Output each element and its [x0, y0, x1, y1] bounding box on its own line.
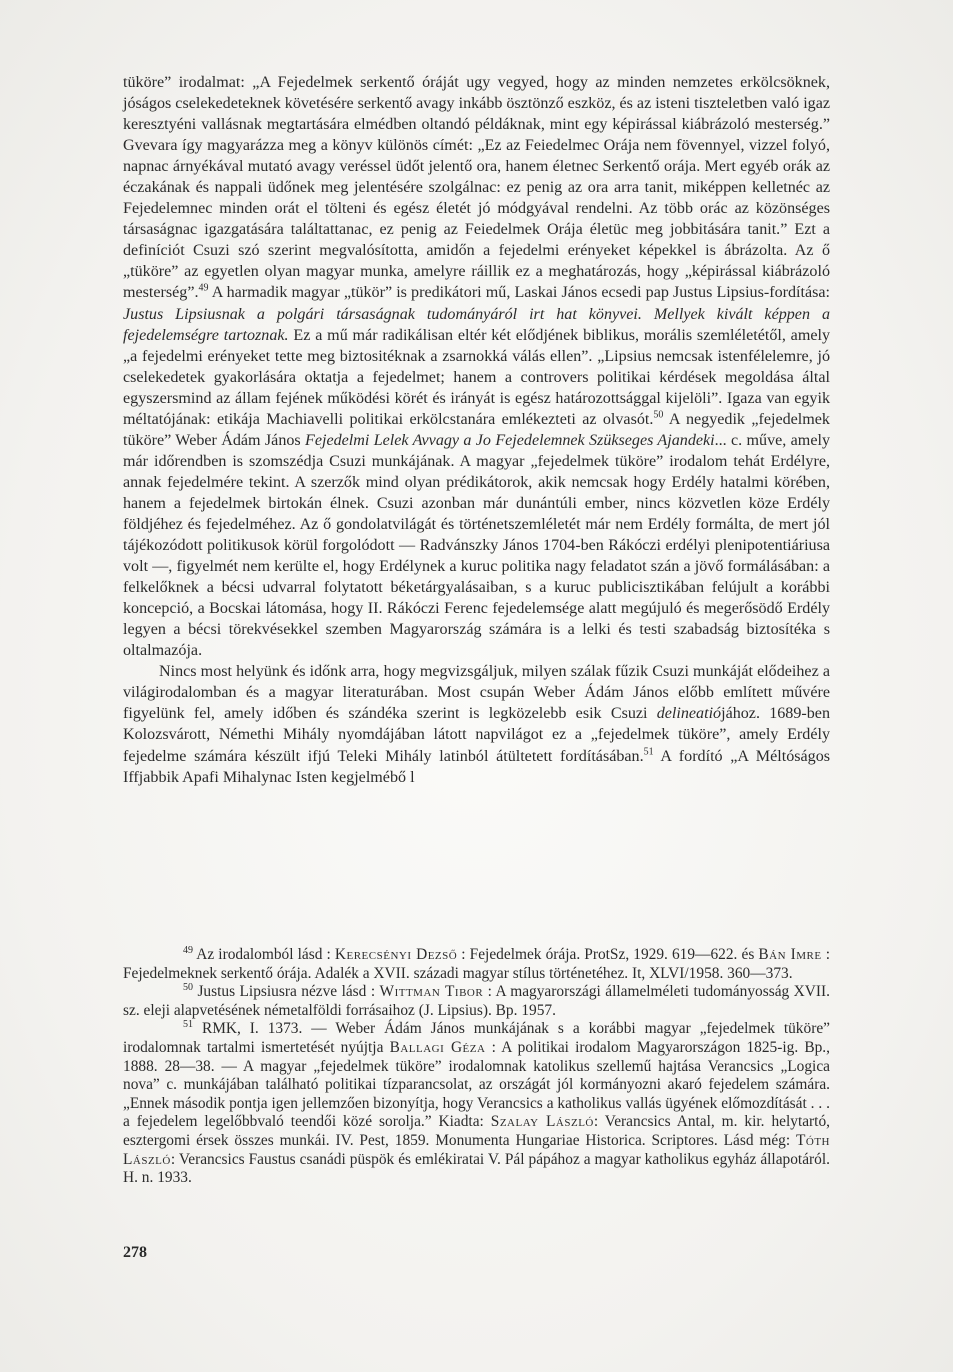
italic-title: delineatió	[656, 705, 722, 723]
footnote	[123, 983, 830, 1020]
footnote	[123, 1020, 830, 1187]
author-name: Ballagi Géza	[389, 1038, 486, 1056]
footnote	[123, 946, 830, 983]
footnote-ref: 50	[653, 409, 664, 421]
text-run: A harmadik magyar „tükör” is predikátori mű, Laskai János ecsedi pap Justus Lipsius-fordítása:	[208, 284, 830, 302]
text-run: : Verancsics Faustus csanádi püspök és emlékiratai V. Pál pápához a magyar katholikus egyház állapotáról. H. n. 1933.	[123, 1150, 830, 1187]
main-text	[123, 72, 830, 788]
body-paragraph	[123, 72, 830, 661]
text-run: Justus Lipsiusra nézve lásd :	[193, 983, 380, 1001]
footnote-ref: 51	[643, 746, 654, 758]
text-run: tükörе” irodalmat: „A Fejedelmek serkentő óráját ugy vegyed, hogy az minden nemzetes erkölcsöknek, jóságos cselekedeteknek követésére serkentő avagy inkább ösztönző eszköz, és az isteni tiszteletben való igaz keresztyéni vallásnak megtartására elmédben oltandó példáknak, mint egy képirással kiábrázoló mesterség.” Gvevara így magyarázza meg a könyv különös címét: „Ez az Feiedelmec Orája nem fövennyel, vizzel folyó, napnac árnyékával mutató avagy veréssel üdőt jelentő ora, hanem életnec Serkentő orája. Mert egyéb orák az éczakának és nappali üdőnek meg jelentésére szolgálnac: ez penig az ora arra tanit, miképpen kelletnéc az Fejedelemnec minden orát el tölteni és egész életét jó módgyával rendelni. Az több orác az közönséges társaságnac igazgatására találtattanac, ez penig az Feiedelmek Orája életüc meg jobbitására tanit.” Ezt a definíciót Csuzi szó szerint megvalósította, amidőn a fejedelmi erényeket képekkel is ábrázolta. Az ő „tüköre” az egyetlen olyan magyar munka, amelyre ráillik ez a meghatározás, hogy „képirással kiábrázoló mesterség”.	[123, 74, 830, 302]
text-run: A negyedik „fejedelmek tüköre” Weber Ádám János	[123, 410, 830, 449]
footnote-ref: 51	[183, 1019, 193, 1031]
footnote-ref: 49	[198, 283, 209, 295]
text-run: jához. 1689-ben Kolozsvárott, Némethi Mihály nyomdájában látott napvilágot ez a „fejedelmek tüköre”, amely Erdély fejedelme számára készült ifjú Teleki Mihály latinból átültetett fordításában.	[123, 705, 830, 765]
footnote-ref: 50	[183, 982, 193, 994]
italic-title: Justus Lipsiusnak a polgári társaságnak tudományáról irt hat könyvei. Mellyek kivált képpen a fejedelemségre tartoznak.	[123, 305, 830, 344]
author-name: Tóth László	[123, 1131, 830, 1168]
text-run: Az irodalomból lásd :	[193, 946, 335, 963]
text-run: : A magyarországi államelméleti tudományosság XVII. sz. eleji alapvetésének németalföldi forrásaihoz (J. Lipsius). Bp. 1957.	[123, 983, 830, 1019]
text-run: A fordító „A Méltóságos Iffjabbik Apafi Mihalynac Isten kegjelmébő l	[123, 747, 831, 786]
italic-title: Fejedelmi Lelek Avvagy a Jo Fejedelemnek Szükseges Ajandeki	[305, 431, 715, 449]
footnotes	[123, 946, 830, 1188]
text-run: Ez a mű már radikálisan eltér két elődjének biblikus, morális szemléletétől, amely „a fejedelmi erényeket tette meg biztositéknak a zsarnokká válás ellen”. „Lipsius nemcsak istenfélelemre, jó cselekedetek gyakorlására oktatja a fejedelmet; hanem a controvers politikai kérdések megoldása által egyszersmind az állam fejének működési körét és irányát is egész határozottsággal kijelöli”. Igaza van egyik méltatójának: etikája Machiavelli politikai erkölcstanára emlékezteti az olvasót.	[123, 326, 831, 428]
text-run: : A politikai irodalom Magyarországon 1825-ig. Bp., 1888. 28—38. — A magyar „fejedelmek tüköre” irodalomnak katolikus szellemű hajtása Verancsics „Logica nova” c. munkájában található politikai tízparancsolat, az országát jól kormányozni akaró fejedelem számára. „Ennek második pontja igen jellemzően bizonyítja, hogy Verancsics a katholikus vallás ügyének előmozdítását . . . a fejedelem legelőbbvaló teendői közé sorolja.” Kiadta:	[123, 1038, 830, 1131]
author-name: Kerecsényi Dezső	[334, 946, 458, 963]
body-paragraph	[123, 661, 830, 787]
author-name: Szalay László	[490, 1113, 594, 1131]
text-run: ... c. műve, amely már időrendben is szomszédja Csuzi munkájának. A magyar „fejedelmek tüköre” irodalom tehát Erdélyre, annak fejedelmére tekint. A szerzők mind olyan prédikátorok, akik nemcsak hogy Erdély hatalmi körében, hanem a fejedelmek birtokán élnek. Csuzi azonban már dunántúli ember, nincs közvetlen köze Erdély földjéhez és fejedelméhez. Az ő gondolatvilágát és történetszemléletét már nem Erdély formálta, de mert jól tájékozódott politikusok körül forgolódott — Radvánszky János 1704-ben Rákóczi erdélyi plenipotentiáriusa volt —, figyelmét nem kerülte el, hogy Erdélynek a kuruc politika nagy feladatot szán a jövő formálásában: a felkelőknek a bécsi udvarral folytatott béketárgyalásaiban, s a kuruc publicisztikában felújult a korábbi koncepció, a Bocskai látomása, hogy II. Rákóczi Ferenc fejedelemsége alatt megújuló és megerősödő Erdély legyen a bécsi törekvésekkel szemben Magyarország számára is a lelki és testi szabadság biztosítéka s oltalmazója.	[123, 431, 830, 660]
text-run: : Fejedelmeknek serkentő órája. Adalék a XVII. századi magyar stílus történetéhez. It, XLVI/1958. 360—373.	[123, 946, 830, 982]
text-run: : Fejedelmek órája. ProtSz, 1929. 619—622. és	[457, 946, 759, 963]
author-name: Bán Imre	[758, 946, 822, 963]
author-name: Wittman Tibor	[379, 983, 484, 1001]
text-run: RMK, I. 1373. — Weber Ádám János munkájának s a korábbi magyar „fejedelmek tüköre” irodalomnak tartalmi ismertetését nyújtja	[123, 1020, 830, 1056]
footnote-ref: 49	[183, 944, 193, 956]
text-run: : Verancsics Antal, m. kir. helytartó, esztergomi érsek összes munkái. IV. Pest, 1859. Monumenta Hungariae Historica. Scriptores. Lásd még:	[123, 1113, 831, 1149]
text-run: Nincs most helyünk és időnk arra, hogy megvizsgáljuk, milyen szálak fűzik Csuzi munkáját elődeihez a világirodalomban és a magyar literaturában. Most csupán Weber Ádám János előbb említett művére figyelünk fel, amely időben és szándéka szerint is legközelebb esik Csuzi	[123, 663, 830, 723]
page-number: 278	[123, 1244, 147, 1261]
